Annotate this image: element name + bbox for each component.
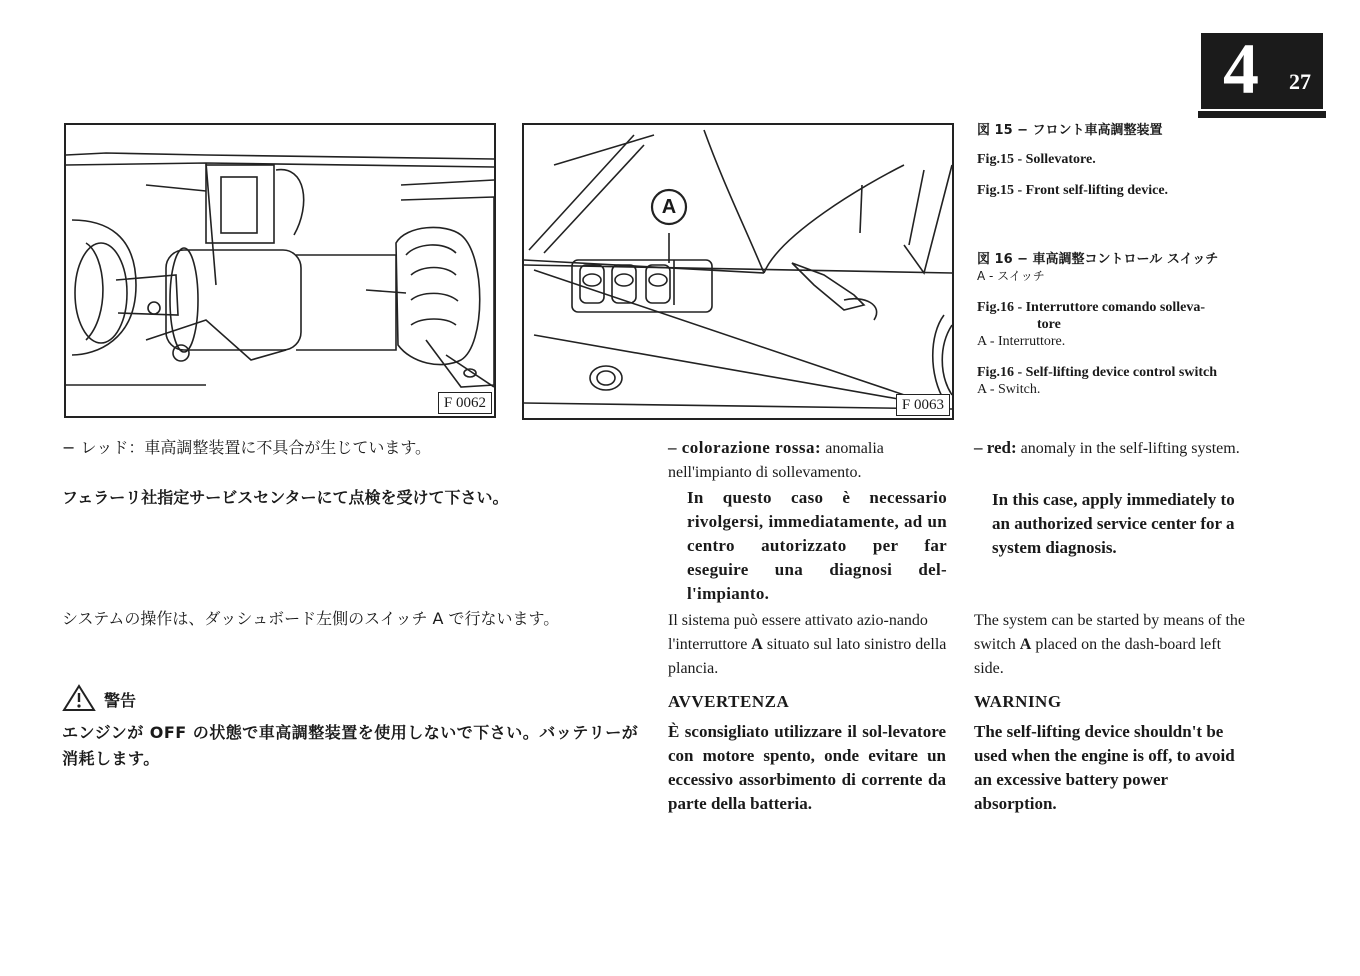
japanese-service-notice: フェラーリ社指定サービスセンターにて点検を受けて下さい。	[62, 488, 509, 507]
english-operation	[974, 609, 1254, 681]
caption-fig15-jp: 図 15 − フロント車高調整装置	[977, 123, 1163, 138]
english-operation-text-2: placed on the dash-board left side.	[974, 636, 1222, 677]
caption-fig15-it: Fig.15 - Sollevatore.	[977, 152, 1096, 167]
japanese-operation: システムの操作は、ダッシュボード左側のスイッチ A で行ないます。	[62, 609, 560, 628]
caption-fig16-it-a: A - Interruttore.	[977, 334, 1066, 349]
caption-fig16-jp: 図 16 − 車高調整コントロール スイッチ	[977, 252, 1219, 267]
english-operation-text-1: The system can be started by means of the switch	[974, 612, 1246, 653]
caption-fig16-jp-a: A - スイッチ	[977, 269, 1045, 283]
caption-fig16-en: Fig.16 - Self-lifting device control switch	[977, 365, 1218, 380]
italian-red-label: – colorazione rossa:	[668, 438, 822, 457]
caption-fig16-en-a: A - Switch.	[977, 382, 1041, 397]
caption-fig16-it: Fig.16 - Interruttore comando solleva-	[977, 300, 1205, 315]
italian-operation-text-1: Il sistema può essere attivato azio-nando l'interruttore	[668, 612, 928, 653]
italian-operation-text-2: situato sul lato sinistro della plancia.	[668, 636, 947, 677]
italian-operation-switch: A	[751, 636, 763, 653]
front-lifting-device-drawing	[66, 125, 494, 416]
figure-16-label: F 0063	[896, 394, 950, 416]
italian-red-status	[668, 436, 948, 485]
caption-fig15-en: Fig.15 - Front self-lifting device.	[977, 183, 1169, 198]
caption-fig16-it-cont: tore	[1037, 317, 1061, 332]
header-rule	[1198, 111, 1326, 118]
figure-15-front-lifting-device	[64, 123, 496, 418]
english-service-notice: In this case, apply immediately to an authorized service center for a system diagnosis.	[992, 490, 1235, 557]
english-operation-switch: A	[1019, 636, 1032, 653]
english-warning-title: WARNING	[974, 692, 1062, 711]
japanese-warning-title: 警告	[104, 691, 137, 710]
japanese-red-status: − レッド：車高調整装置に不具合が生じています。	[62, 438, 432, 457]
italian-service-notice: In questo caso è necessario rivolgersi, immediatamente, ad un centro autorizzato per far eseguire una diagnosi del-l'impianto.	[687, 488, 947, 603]
figure-captions	[977, 122, 1267, 398]
english-red-text: anomaly in the self-lifting system.	[1016, 440, 1240, 457]
control-switch-drawing	[524, 125, 952, 418]
page-number-badge	[1201, 29, 1323, 109]
english-warning-body: The self-lifting device shouldn't be used when the engine is off, to avoid an excessive battery power absorption.	[974, 722, 1235, 813]
italian-warning-body: È sconsigliato utilizzare il sol-levatore con motore spento, onde evitare un eccessivo assorbimento di corrente da parte della batteria.	[668, 722, 946, 813]
chapter-number: 4	[1223, 29, 1259, 109]
figure-15-label: F 0062	[438, 392, 492, 414]
japanese-warning-heading	[62, 684, 262, 714]
italian-operation	[668, 609, 948, 681]
page-number: 27	[1289, 69, 1311, 94]
english-red-status	[974, 436, 1254, 461]
english-red-label: – red:	[974, 438, 1017, 457]
italian-warning-title: AVVERTENZA	[668, 692, 790, 711]
warning-triangle-icon	[62, 684, 96, 712]
italian-red-text: anomalia nell'impianto di sollevamento.	[668, 440, 884, 481]
callout-a: A	[661, 196, 677, 218]
figure-16-control-switch	[522, 123, 954, 420]
japanese-warning-body: エンジンが OFF の状態で車高調整装置を使用しないで下さい。バッテリーが消耗します。	[62, 723, 639, 768]
